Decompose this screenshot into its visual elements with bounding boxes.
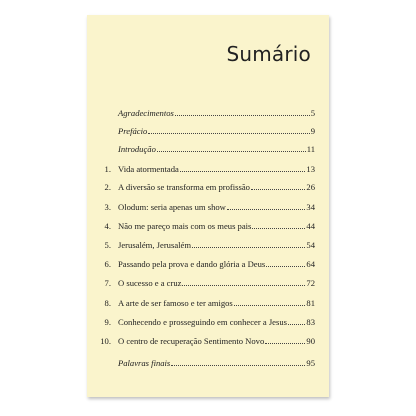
toc-entry-number: 9.	[104, 317, 111, 327]
toc-entry-title: Palavras finais	[118, 358, 171, 368]
toc-entry-line	[118, 143, 315, 156]
book-page	[87, 15, 329, 397]
toc-entry	[87, 277, 329, 290]
page-title: Sumário	[226, 42, 311, 66]
dot-leader	[148, 125, 309, 134]
toc-entry-line	[118, 258, 315, 271]
dot-leader	[266, 258, 305, 267]
toc-entry-number: 6.	[104, 259, 111, 269]
dot-leader	[234, 297, 306, 306]
toc-entry-number: 3.	[104, 202, 111, 212]
toc-entry-page: 90	[306, 336, 315, 346]
dot-leader	[175, 107, 310, 116]
toc-entry-page: 83	[306, 317, 315, 327]
toc-entry	[87, 316, 329, 329]
dot-leader	[227, 201, 306, 210]
toc-entry-page: 9	[310, 126, 315, 136]
toc-entry-line	[118, 357, 315, 370]
toc-entry-page: 13	[306, 164, 315, 174]
toc-entry-page: 5	[310, 108, 315, 118]
toc-entry-title: Olodum: seria apenas um show	[118, 202, 226, 212]
dot-leader	[252, 220, 305, 229]
toc-entry-page: 81	[306, 298, 315, 308]
toc-entry-page: 95	[306, 358, 315, 368]
toc-entry-title: Jerusalém, Jerusalém	[118, 240, 192, 250]
dot-leader	[180, 163, 306, 172]
toc-entry	[87, 297, 329, 310]
toc-entry-line	[118, 220, 315, 233]
toc-entry-line	[118, 239, 315, 252]
toc-entry-line	[118, 335, 315, 348]
toc-entry-line	[118, 316, 315, 329]
dot-leader	[171, 357, 305, 366]
dot-leader	[251, 181, 305, 190]
toc-entry-line	[118, 163, 315, 176]
toc-entry-title: Conhecendo e prosseguindo em conhecer a Jesus	[118, 317, 287, 327]
toc-entry	[87, 220, 329, 233]
dot-leader	[288, 316, 305, 325]
toc-entry-number: 2.	[104, 182, 111, 192]
dot-leader	[157, 143, 306, 152]
toc-entry-page: 64	[306, 259, 315, 269]
toc-entry-number: 10.	[100, 336, 111, 346]
toc-entry-number: 7.	[104, 278, 111, 288]
toc-entry-title: Introdução	[118, 144, 156, 154]
toc-entry-line	[118, 297, 315, 310]
toc-entry-title: Passando pela prova e dando glória a Deus	[118, 259, 266, 269]
toc-entry-number: 8.	[104, 298, 111, 308]
toc-entry-page: 34	[306, 202, 315, 212]
dot-leader	[192, 239, 305, 248]
toc-entry-page: 11	[306, 144, 315, 154]
toc-entry-title: A arte de ser famoso e ter amigos	[118, 298, 233, 308]
toc-entry	[87, 181, 329, 194]
toc-entry	[87, 357, 329, 370]
toc-entry-line	[118, 277, 315, 290]
toc-entry	[87, 107, 329, 120]
toc-entry	[87, 239, 329, 252]
toc-entry-page: 44	[306, 221, 315, 231]
toc-entry-number: 5.	[104, 240, 111, 250]
toc-entry-title: Prefácio	[118, 126, 148, 136]
toc-entry-title: Vida atormentada	[118, 164, 179, 174]
toc-entry	[87, 335, 329, 348]
toc-entry	[87, 163, 329, 176]
toc-entry-page: 72	[306, 278, 315, 288]
toc-entry	[87, 258, 329, 271]
toc-entry-title: O centro de recuperação Sentimento Novo	[118, 336, 265, 346]
toc-entry-line	[118, 181, 315, 194]
toc-entry-number: 1.	[104, 164, 111, 174]
toc-entry-title: O sucesso e a cruz	[118, 278, 182, 288]
toc-entry-title: Não me pareço mais com os meus pais	[118, 221, 252, 231]
toc-entry-page: 26	[306, 182, 315, 192]
toc-entry-title: Agradecimentos	[118, 108, 174, 118]
toc-entry-number: 4.	[104, 221, 111, 231]
toc-entry-page: 54	[306, 240, 315, 250]
toc-entry	[87, 201, 329, 214]
dot-leader	[182, 277, 305, 286]
toc-entry-title: A diversão se transforma em profissão	[118, 182, 250, 192]
toc-entry-line	[118, 107, 315, 120]
dot-leader	[265, 335, 305, 344]
toc-entry-line	[118, 125, 315, 138]
toc-entry	[87, 143, 329, 156]
toc-entry	[87, 125, 329, 138]
toc-entry-line	[118, 201, 315, 214]
